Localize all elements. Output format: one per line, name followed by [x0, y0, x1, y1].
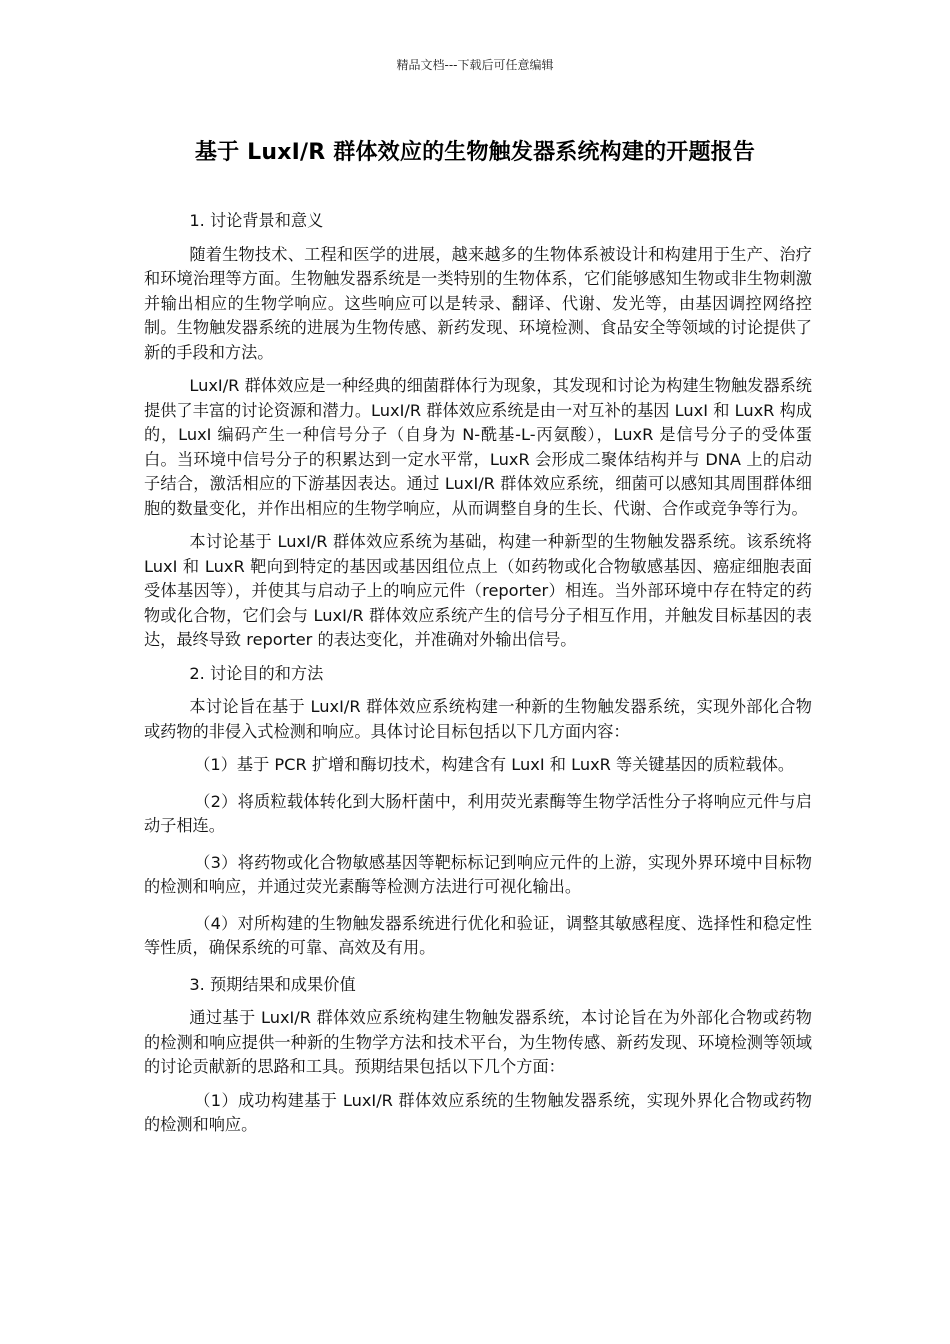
goal-item-3: （3）将药物或化合物敏感基因等靶标标记到响应元件的上游，实现外界环境中目标物的检测和响应，并通过荧光素酶等检测方法进行可视化输出。 [144, 852, 812, 896]
paragraph-background-3: 本讨论基于 LuxI/R 群体效应系统为基础，构建一种新型的生物触发器系统。该系统将 LuxI 和 LuxR 靶向到特定的基因或基因组位点上（如药物或化合物敏感基因、癌症细胞表面受体基因等），并使其与启动子上的响应元件（reporter）相连。当外部环境中存在特定的药物或化合物，它们会与 LuxI/R 群体效应系统产生的信号分子相互作用，并触发目标基因的表达，最终导致 reporter 的表达变化，并准确对外输出信号。 [144, 532, 812, 649]
paragraph-results-intro: 通过基于 LuxI/R 群体效应系统构建生物触发器系统，本讨论旨在为外部化合物或药物的检测和响应提供一种新的生物学方法和技术平台，为生物传感、新药发现、环境检测等领域的讨论贡献新的思路和工具。预期结果包括以下几个方面： [144, 1008, 812, 1076]
section-heading-1: 1. 讨论背景和意义 [189, 211, 324, 230]
paragraph-background-1: 随着生物技术、工程和医学的进展，越来越多的生物体系被设计和构建用于生产、治疗和环境治理等方面。生物触发器系统是一类特别的生物体系，它们能够感知生物或非生物刺激并输出相应的生物学响应。这些响应可以是转录、翻译、代谢、发光等，由基因调控网络控制。生物触发器系统的进展为生物传感、新药发现、环境检测、食品安全等领域的讨论提供了新的手段和方法。 [144, 244, 812, 362]
goal-item-4: （4）对所构建的生物触发器系统进行优化和验证，调整其敏感程度、选择性和稳定性等性质，确保系统的可靠、高效及有用。 [144, 913, 812, 957]
document-title: 基于 LuxI/R 群体效应的生物触发器系统构建的开题报告 [194, 140, 756, 165]
paragraph-background-2: LuxI/R 群体效应是一种经典的细菌群体行为现象，其发现和讨论为构建生物触发器系统提供了丰富的讨论资源和潜力。LuxI/R 群体效应系统是由一对互补的基因 LuxI 和 LuxR 构成的，LuxI 编码产生一种信号分子（自身为 N-酰基-L-丙氨酸），LuxR 是信号分子的受体蛋白。当环境中信号分子的积累达到一定水平常，LuxR 会形成二聚体结构并与 DNA 上的启动子结合，激活相应的下游基因表达。通过 LuxI/R 群体效应系统，细菌可以感知其周围群体细胞的数量变化，并作出相应的生物学响应，从而调整自身的生长、代谢、合作或竞争等行为。 [144, 376, 812, 518]
paragraph-goals-intro: 本讨论旨在基于 LuxI/R 群体效应系统构建一种新的生物触发器系统，实现外部化合物或药物的非侵入式检测和响应。具体讨论目标包括以下几方面内容： [144, 697, 812, 741]
result-item-1: （1）成功构建基于 LuxI/R 群体效应系统的生物触发器系统，实现外界化合物或药物的检测和响应。 [144, 1090, 812, 1134]
goal-item-2: （2）将质粒载体转化到大肠杆菌中，利用荧光素酶等生物学活性分子将响应元件与启动子相连。 [144, 791, 812, 835]
section-heading-2: 2. 讨论目的和方法 [189, 663, 324, 683]
goal-item-1: （1）基于 PCR 扩增和酶切技术，构建含有 LuxI 和 LuxR 等关键基因的质粒载体。 [194, 755, 795, 774]
page-header-note: 精品文档---下载后可任意编辑 [396, 58, 554, 72]
section-heading-3: 3. 预期结果和成果价值 [189, 974, 356, 994]
document-body [144, 209, 812, 1150]
